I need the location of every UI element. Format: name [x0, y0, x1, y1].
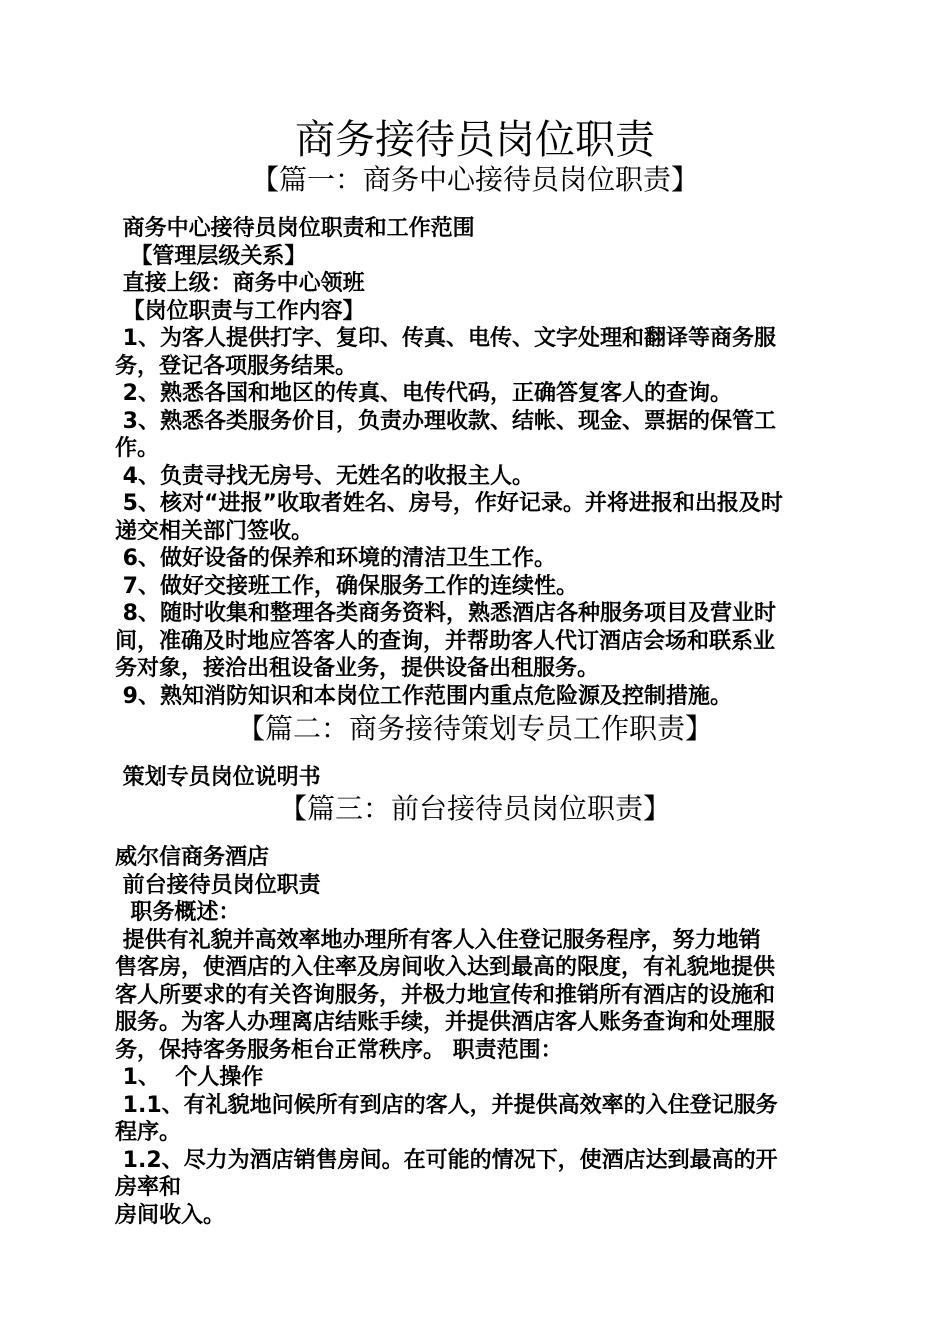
text-line: 商务中心接待员岗位职责和工作范围 — [115, 216, 475, 241]
text-line: 1.2、尽力为酒店销售房间。在可能的情况下，使酒店达到最高的开 — [115, 1147, 778, 1173]
text-line: 前台接待员岗位职责 — [115, 872, 321, 898]
section-body-part1 — [115, 215, 845, 710]
text-line: 职务概述： — [115, 900, 241, 925]
text-line: 房间收入。 — [115, 1202, 226, 1228]
document-title: 商务接待员岗位职责 — [295, 117, 655, 163]
text-line: 7、做好交接班工作，确保服务工作的连续性。 — [115, 573, 578, 599]
text-line: 提供有礼貌并高效率地办理所有客人入住登记服务程序，努力地销 — [115, 927, 761, 953]
text-line: 直接上级：商务中心领班 — [115, 271, 365, 296]
text-line: 1、为客人提供打字、复印、传真、电传、文字处理和翻译等商务服 — [115, 326, 776, 351]
text-line: 策划专员岗位说明书 — [115, 765, 321, 790]
text-line: 1、 个人操作 — [115, 1065, 264, 1090]
text-line: 间，准确及时地应答客人的查询，并帮助客人代订酒店会场和联系业 — [115, 628, 776, 654]
text-line: 服务。为客人办理离店结账手续，并提供酒店客人账务查询和处理服 — [115, 1010, 776, 1035]
text-line: 务，登记各项服务结果。 — [115, 353, 358, 379]
text-line: 房率和 — [115, 1175, 182, 1200]
text-line: 务，保持客务服务柜台正常秩序。 职责范围： — [115, 1037, 563, 1063]
text-line: 售客房，使酒店的入住率及房间收入达到最高的限度，有礼貌地提供 — [115, 955, 776, 980]
text-line: 务对象，接洽出租设备业务，提供设备出租服务。 — [115, 656, 600, 681]
text-line: 威尔信商务酒店 — [115, 845, 270, 870]
section-heading-part1: 【篇一：商务中心接待员岗位职责】 — [250, 163, 699, 196]
text-line: 8、随时收集和整理各类商务资料，熟悉酒店各种服务项目及营业时 — [115, 601, 776, 626]
text-line: 4、负责寻找无房号、无姓名的收报主人。 — [115, 463, 534, 489]
section-body-part2 — [115, 764, 845, 792]
section-body-part3 — [115, 844, 845, 1229]
text-line: 5、核对“进报”收取者姓名、房号，作好记录。并将进报和出报及时 — [115, 491, 783, 516]
text-line: 3、熟悉各类服务价目，负责办理收款、结帐、现金、票据的保管工 — [115, 408, 776, 434]
text-line: 9、熟知消防知识和本岗位工作范围内重点危险源及控制措施。 — [115, 683, 732, 709]
text-line: 【岗位职责与工作内容】 — [115, 298, 365, 324]
text-line: 1.1、有礼貌地问候所有到店的客人，并提供高效率的入住登记服务 — [115, 1092, 778, 1118]
text-line: 6、做好设备的保养和环境的清洁卫生工作。 — [115, 546, 556, 571]
text-line: 【管理层级关系】 — [115, 243, 307, 269]
text-line: 客人所要求的有关咨询服务，并极力地宣传和推销所有酒店的设施和 — [115, 982, 776, 1008]
text-line: 作。 — [115, 436, 160, 461]
text-line: 递交相关部门签收。 — [115, 518, 314, 544]
text-line: 程序。 — [115, 1120, 182, 1145]
text-line: 2、熟悉各国和地区的传真、电传代码，正确答复客人的查询。 — [115, 381, 732, 406]
section-heading-part3: 【篇三：前台接待员岗位职责】 — [278, 792, 671, 825]
section-heading-part2: 【篇二：商务接待策划专员工作职责】 — [236, 712, 713, 745]
